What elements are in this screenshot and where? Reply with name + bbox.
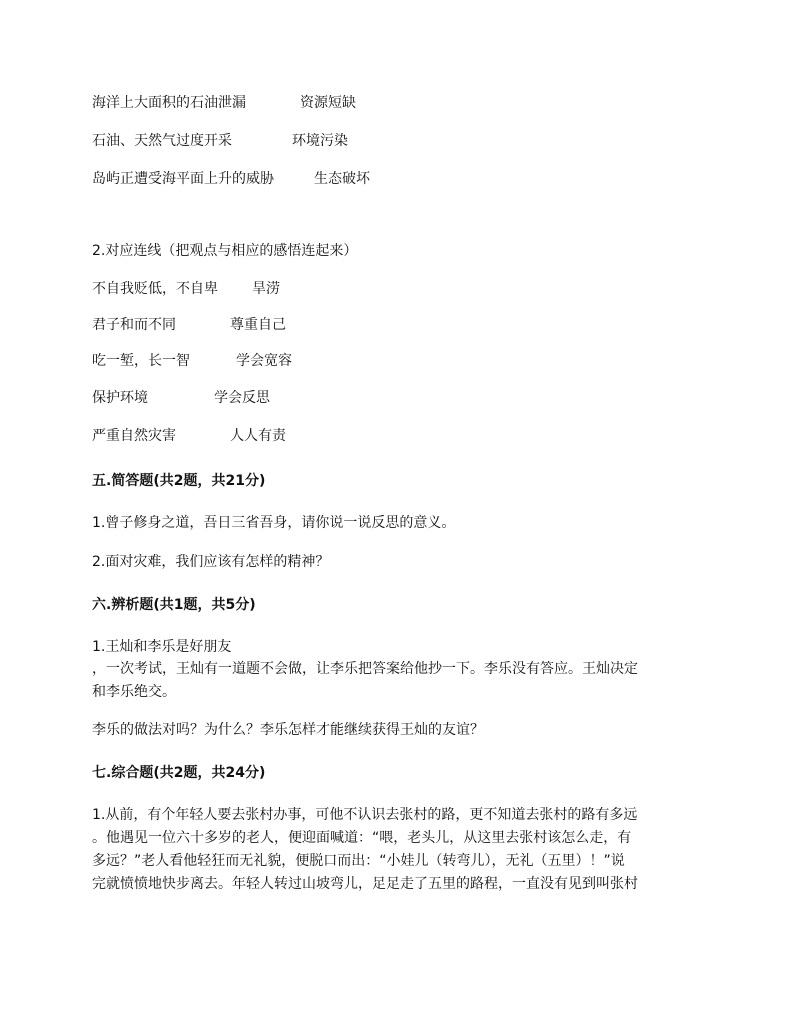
section-heading: 五.简答题(共2题，共21分) <box>92 473 266 489</box>
section-heading: 七.综合题(共2题，共24分) <box>92 765 266 781</box>
match-right: 生态破坏 <box>314 171 370 187</box>
match-right: 环境污染 <box>292 133 348 149</box>
match-left: 不自我贬低，不自卑 <box>92 281 218 297</box>
match-row <box>92 132 348 150</box>
match-right: 资源短缺 <box>300 95 356 111</box>
match-left: 君子和而不同 <box>92 317 176 333</box>
match-left: 石油、天然气过度开采 <box>92 133 232 149</box>
question-text: 1.王灿和李乐是好朋友 <box>92 639 232 655</box>
match-right: 尊重自己 <box>230 317 286 333</box>
match-left: 海洋上大面积的石油泄漏 <box>92 95 246 111</box>
paragraph-line: 1.从前，有个年轻人要去张村办事，可他不认识去张村的路，更不知道去张村的路有多远 <box>92 807 638 823</box>
match-right: 旱涝 <box>252 281 280 297</box>
question-text: 李乐的做法对吗？为什么？李乐怎样才能继续获得王灿的友谊？ <box>92 722 484 738</box>
paragraph-line: 。他遇见一位六十多岁的老人，便迎面喊道：“喂，老头儿，从这里去张村该怎么走，有 <box>92 830 632 846</box>
match-left: 严重自然灾害 <box>92 428 176 444</box>
question-text: ，一次考试，王灿有一道题不会做，让李乐把答案给他抄一下。李乐没有答应。王灿决定 <box>92 661 638 677</box>
question-title: 2.对应连线（把观点与相应的感悟连起来） <box>92 243 358 259</box>
paragraph-line: 完就愤愤地快步离去。年轻人转过山坡弯儿，足足走了五里的路程，一直没有见到叫张村 <box>92 876 638 892</box>
paragraph-line: 多远？”老人看他轻狂而无礼貌，便脱口而出：“小娃儿（转弯儿），无礼（五里）！”说 <box>92 853 625 869</box>
match-row <box>92 94 356 112</box>
match-right: 学会反思 <box>214 390 270 406</box>
question-text: 2.面对灾难，我们应该有怎样的精神？ <box>92 554 330 570</box>
match-left: 岛屿正遭受海平面上升的威胁 <box>92 171 274 187</box>
section-heading: 六.辨析题(共1题，共5分) <box>92 597 256 613</box>
match-row <box>92 427 286 445</box>
match-row <box>92 316 286 334</box>
match-row <box>92 280 280 298</box>
match-row <box>92 352 292 370</box>
match-left: 保护环境 <box>92 390 148 406</box>
match-right: 学会宽容 <box>236 353 292 369</box>
match-row <box>92 170 370 188</box>
question-text: 1.曾子修身之道，吾日三省吾身，请你说一说反思的意义。 <box>92 515 456 531</box>
question-text: 和李乐绝交。 <box>92 684 176 700</box>
match-left: 吃一堑，长一智 <box>92 353 190 369</box>
match-row <box>92 389 270 407</box>
match-right: 人人有责 <box>230 428 286 444</box>
